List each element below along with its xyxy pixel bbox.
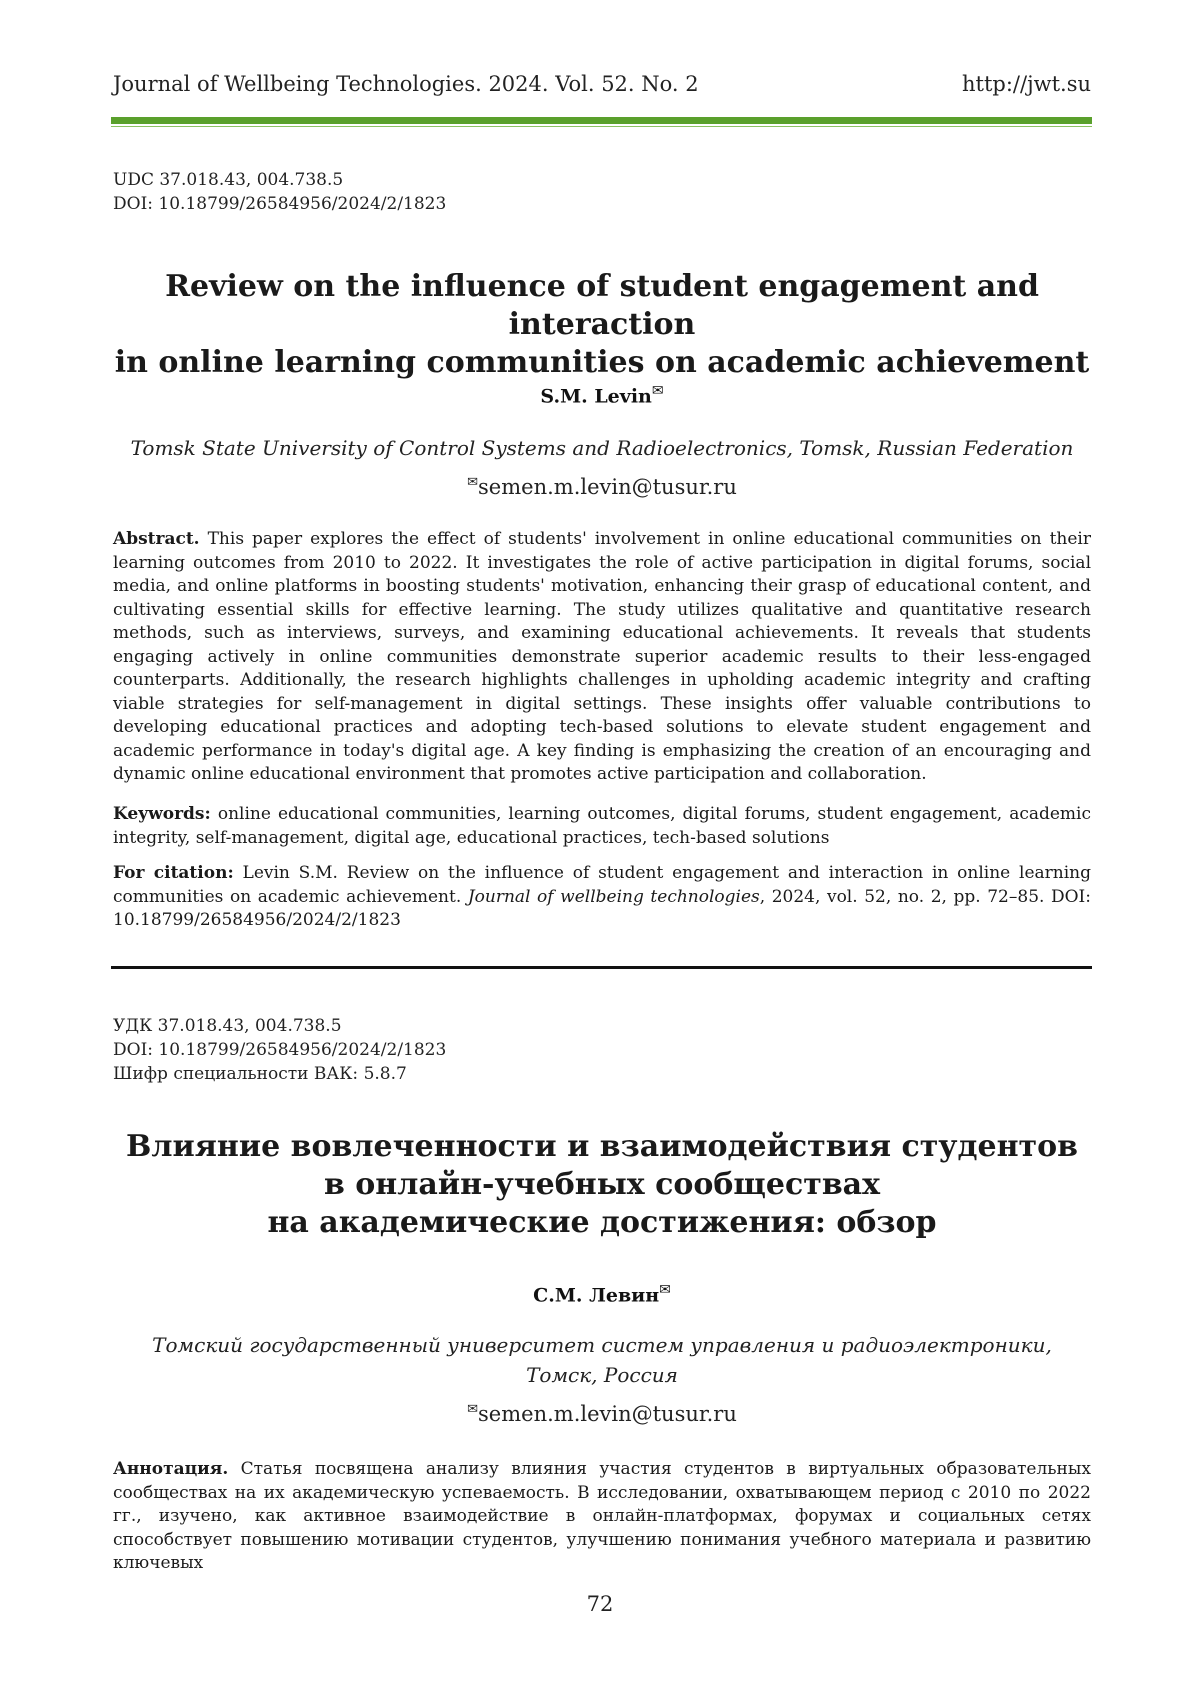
ru-affiliation <box>113 1330 1091 1390</box>
header-rule <box>111 117 1092 124</box>
header-rule-thin <box>111 126 1092 127</box>
en-article-title <box>113 268 1091 382</box>
en-abstract-text: This paper explores the effect of students' involvement in online educational communities on their learning outcomes from 2010 to 2022. It investigates the role of active participation in digital forums, social media, and online platforms in boosting students' motivation, enhancing their grasp of educational content, and cultivating essential skills for effective learning. The study utilizes qualitative and quantitative research methods, such as interviews, surveys, and examining educational achievements. It reveals that students engaging actively in online communities demonstrate superior academic results to their less-engaged counterparts. Additionally, the research highlights challenges in upholding academic integrity and crafting viable strategies for self-management in digital settings. These insights offer valuable contributions to developing educational practices and adopting tech-based solutions to elevate student engagement and academic performance in today's digital age. A key finding is emphasizing the creation of an encouraging and dynamic online educational environment that promotes active participation and collaboration. <box>113 529 1091 784</box>
ru-article-title <box>113 1128 1091 1242</box>
en-citation-details: , 2024, vol. 52, no. 2, pp. 72–85. DOI: 10.18799/26584956/2024/2/1823 <box>113 886 1091 930</box>
en-identifiers <box>113 168 446 216</box>
ru-title-line-2: в онлайн-учебных сообществах <box>324 1167 880 1202</box>
running-header <box>113 72 1091 102</box>
en-title-line-2: in online learning communities on academic achievement <box>114 345 1090 380</box>
page-number: 72 <box>586 1592 614 1616</box>
en-abstract-label: Abstract. <box>113 529 200 549</box>
ru-title-line-1: Влияние вовлеченности и взаимодействия студентов <box>125 1129 1078 1164</box>
section-divider <box>111 966 1092 969</box>
ru-author-name: С.М. Левин <box>533 1284 660 1307</box>
envelope-icon: ✉ <box>467 1402 479 1417</box>
ru-abstract-text: Статья посвящена анализу влияния участия студентов в виртуальных образовательных сообществах на их академическую успеваемость. В исследовании, охватывающем период с 2010 по 2022 гг., изучено, как активное взаимодействие в онлайн-платформах, форумах и социальных сетях способствует повышению мотивации студентов, улучшению понимания учебного материала и развитию ключевых <box>113 1459 1092 1573</box>
en-email-address[interactable]: semen.m.levin@tusur.ru <box>478 475 737 499</box>
envelope-icon: ✉ <box>659 1282 671 1298</box>
ru-email-address[interactable]: semen.m.levin@tusur.ru <box>478 1402 737 1426</box>
en-author <box>113 383 1091 407</box>
en-keywords-text: online educational communities, learning outcomes, digital forums, student engagement, academic integrity, self-management, digital age, educational practices, tech-based solutions <box>113 804 1092 848</box>
en-affiliation: Tomsk State University of Control Systems and Radioelectronics, Tomsk, Russian Federation <box>130 436 1074 460</box>
ru-doi: DOI: 10.18799/26584956/2024/2/1823 <box>113 1040 447 1060</box>
en-author-name: S.M. Levin <box>540 385 652 408</box>
journal-title: Journal of Wellbeing Technologies. 2024. Vol. 52. No. 2 <box>113 72 699 96</box>
en-citation-label: For citation: <box>113 863 234 883</box>
en-citation <box>113 862 1091 933</box>
ru-udc: УДК 37.018.43, 004.738.5 <box>113 1016 342 1036</box>
ru-title-line-3: на академические достижения: обзор <box>267 1205 937 1240</box>
en-citation-text: Levin S.M. Review on the influence of student engagement and interaction in online learning communities on academic achievement. <box>113 863 1091 907</box>
ru-vak-code: Шифр специальности ВАК: 5.8.7 <box>113 1064 407 1084</box>
ru-identifiers <box>113 1014 446 1086</box>
en-keywords-label: Keywords: <box>113 804 211 824</box>
ru-abstract <box>113 1458 1091 1576</box>
en-citation-journal: Journal of wellbeing technologies <box>467 886 760 907</box>
en-abstract <box>113 528 1091 787</box>
envelope-icon: ✉ <box>651 383 664 399</box>
en-keywords <box>113 803 1091 850</box>
en-doi: DOI: 10.18799/26584956/2024/2/1823 <box>113 194 447 214</box>
ru-affiliation-line-1: Томский государственный университет систем управления и радиоэлектроники, <box>152 1333 1052 1357</box>
ru-affiliation-line-2: Томск, Россия <box>526 1363 678 1387</box>
en-udc: UDC 37.018.43, 004.738.5 <box>113 170 344 190</box>
ru-abstract-label: Аннотация. <box>113 1459 229 1479</box>
envelope-icon: ✉ <box>467 475 479 490</box>
journal-url-link[interactable]: http://jwt.su <box>962 72 1091 96</box>
ru-author <box>113 1282 1091 1306</box>
ru-email <box>113 1402 1091 1426</box>
en-email <box>113 475 1091 499</box>
en-title-line-1: Review on the influence of student engagement and interaction <box>165 269 1039 342</box>
